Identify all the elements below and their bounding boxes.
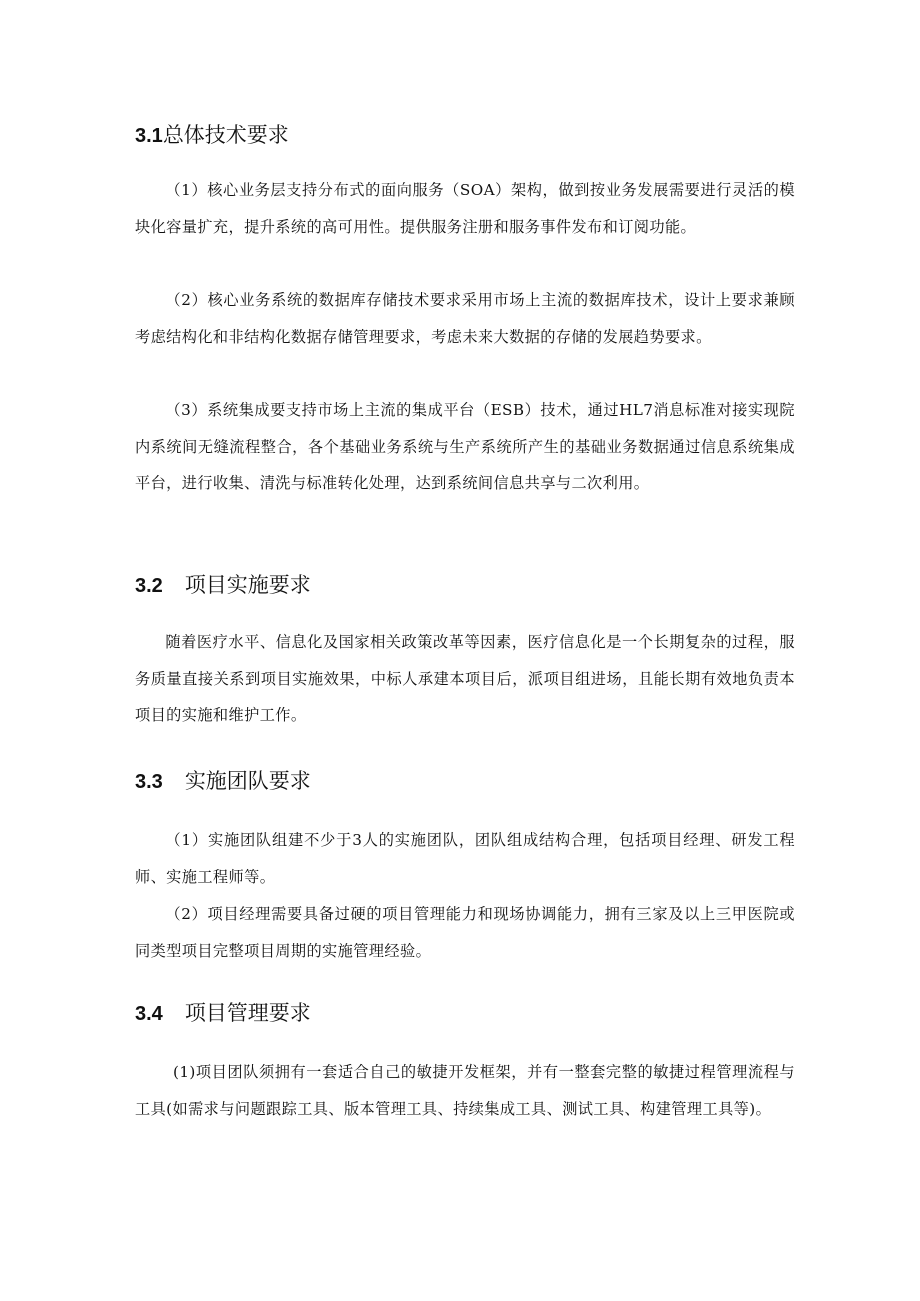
paragraph: （1）实施团队组建不少于3人的实施团队，团队组成结构合理，包括项目经理、研发工程师、实施工程师等。 — [135, 831, 795, 886]
section-title: 实施团队要求 — [184, 769, 311, 793]
section-heading-3-1 — [135, 118, 289, 152]
section-number: 3.4 — [135, 1003, 163, 1025]
section-heading-3-3 — [135, 764, 311, 798]
paragraph: （2）项目经理需要具备过硬的项目管理能力和现场协调能力，拥有三家及以上三甲医院或同类型项目完整项目周期的实施管理经验。 — [135, 905, 795, 960]
section-title: 总体技术要求 — [162, 123, 289, 147]
section-number: 3.1 — [135, 125, 163, 147]
section-title: 项目管理要求 — [184, 1001, 311, 1025]
section-title: 项目实施要求 — [184, 573, 311, 597]
section-heading-3-4 — [135, 996, 311, 1030]
paragraph: （3）系统集成要支持市场上主流的集成平台（ESB）技术，通过HL7消息标准对接实现院内系统间无缝流程整合，各个基础业务系统与生产系统所产生的基础业务数据通过信息系统集成平台，进行收集、清洗与标准转化处理，达到系统间信息共享与二次利用。 — [135, 401, 795, 492]
paragraph: (1)项目团队须拥有一套适合自己的敏捷开发框架，并有一整套完整的敏捷过程管理流程与工具(如需求与问题跟踪工具、版本管理工具、持续集成工具、测试工具、构建管理工具等)。 — [135, 1063, 795, 1118]
section-number: 3.2 — [135, 575, 163, 597]
section-heading-3-2 — [135, 568, 311, 602]
paragraph: （1）核心业务层支持分布式的面向服务（SOA）架构，做到按业务发展需要进行灵活的模块化容量扩充，提升系统的高可用性。提供服务注册和服务事件发布和订阅功能。 — [135, 181, 795, 236]
section-number: 3.3 — [135, 771, 163, 793]
paragraph: （2）核心业务系统的数据库存储技术要求采用市场上主流的数据库技术，设计上要求兼顾考虑结构化和非结构化数据存储管理要求，考虑未来大数据的存储的发展趋势要求。 — [135, 291, 795, 346]
paragraph: 随着医疗水平、信息化及国家相关政策改革等因素，医疗信息化是一个长期复杂的过程，服务质量直接关系到项目实施效果，中标人承建本项目后，派项目组进场，且能长期有效地负责本项目的实施和维护工作。 — [135, 633, 795, 724]
